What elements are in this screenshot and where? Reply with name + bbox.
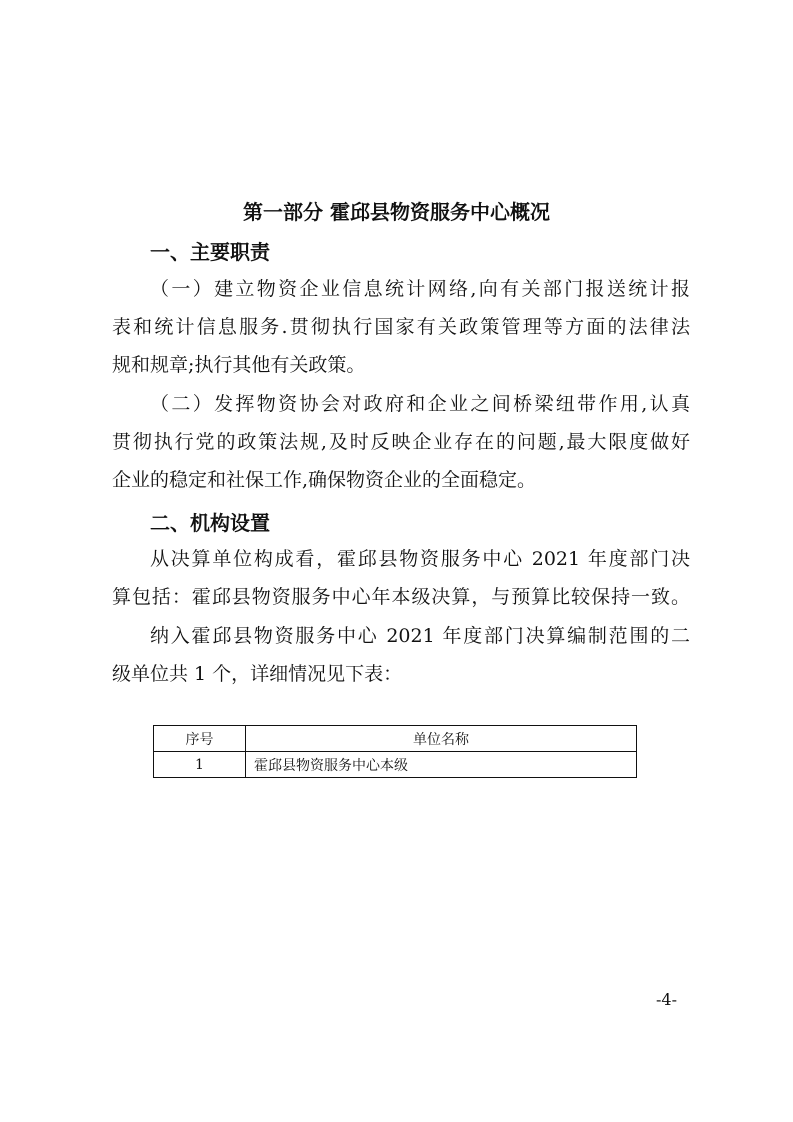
paragraph-line: 级单位共 1 个，详细情况见下表： <box>112 663 403 685</box>
paragraph-line: 规和规章;执行其他有关政策。 <box>112 354 366 376</box>
paragraph-line: 表和统计信息服务.贯彻执行国家有关政策管理等方面的法律法 <box>112 316 690 338</box>
header-unit-name: 单位名称 <box>246 726 637 752</box>
paragraph-line: （二）发挥物资协会对政府和企业之间桥梁纽带作用,认真 <box>150 393 690 415</box>
paragraph-line: 算包括：霍邱县物资服务中心年本级决算，与预算比较保持一致。 <box>112 586 690 608</box>
cell-unit-name: 霍邱县物资服务中心本级 <box>246 752 637 778</box>
table-row <box>154 752 637 778</box>
cell-index: 1 <box>154 752 246 778</box>
section-heading-structure: 二、机构设置 <box>150 511 270 535</box>
header-index: 序号 <box>154 726 246 752</box>
paragraph-line: 企业的稳定和社保工作,确保物资企业的全面稳定。 <box>112 469 537 491</box>
paragraph-line: 从决算单位构成看，霍邱县物资服务中心 2021 年度部门决 <box>150 548 690 570</box>
table-header-row <box>154 726 637 752</box>
page-title: 第一部分 霍邱县物资服务中心概况 <box>243 200 550 224</box>
page-number: -4- <box>656 990 677 1009</box>
paragraph-line: （一）建立物资企业信息统计网络,向有关部门报送统计报 <box>150 278 690 300</box>
section-heading-duties: 一、主要职责 <box>150 240 270 264</box>
paragraph-line: 纳入霍邱县物资服务中心 2021 年度部门决算编制范围的二 <box>150 625 690 647</box>
units-table <box>153 725 637 778</box>
paragraph-line: 贯彻执行党的政策法规,及时反映企业存在的问题,最大限度做好 <box>112 431 690 453</box>
